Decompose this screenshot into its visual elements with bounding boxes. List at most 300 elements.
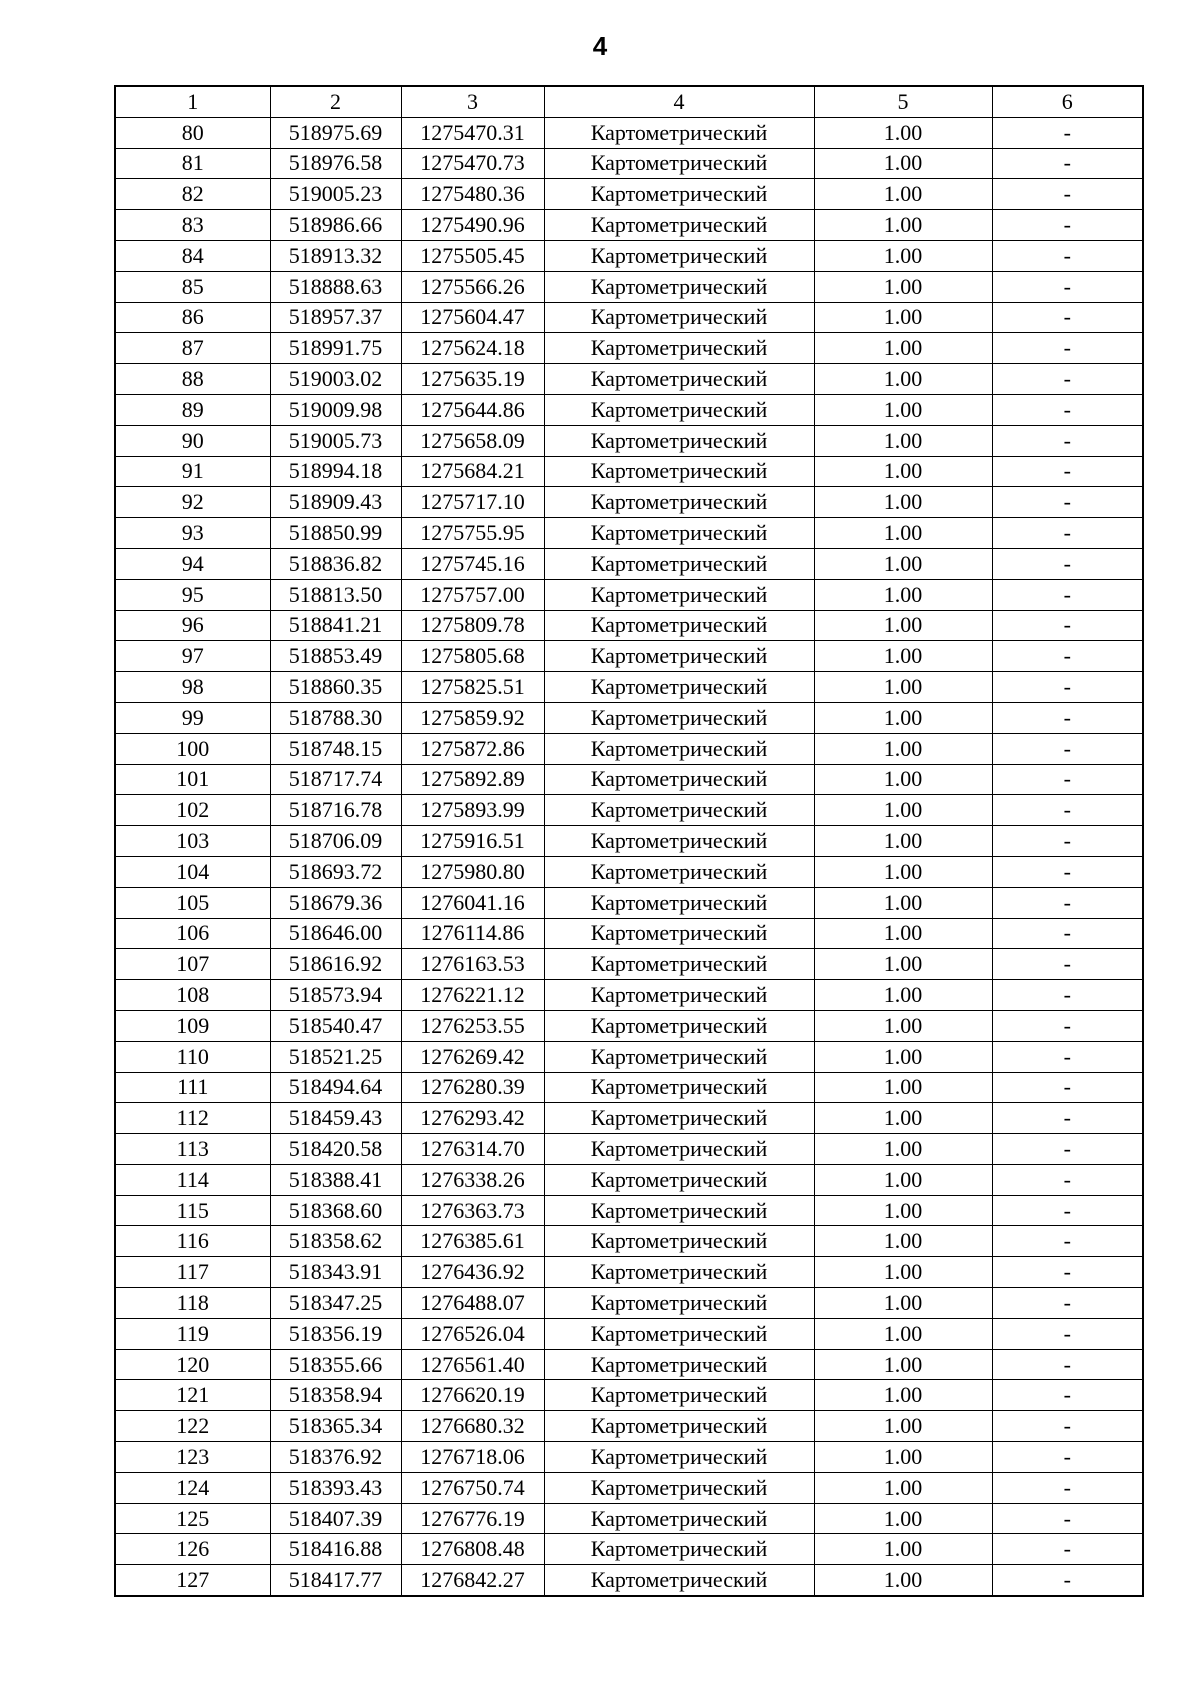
x-coordinate-cell: 518407.39: [270, 1503, 401, 1534]
y-coordinate-cell: 1276338.26: [401, 1164, 544, 1195]
table-row: [115, 1288, 1143, 1319]
point-number-cell: 96: [115, 610, 270, 641]
note-cell: -: [992, 826, 1143, 857]
table-row: [115, 548, 1143, 579]
y-coordinate-cell: 1276561.40: [401, 1349, 544, 1380]
table-row: [115, 1380, 1143, 1411]
table-row: [115, 764, 1143, 795]
x-coordinate-cell: 518417.77: [270, 1565, 401, 1596]
accuracy-cell: 1.00: [814, 764, 992, 795]
accuracy-cell: 1.00: [814, 364, 992, 395]
x-coordinate-cell: 518853.49: [270, 641, 401, 672]
note-cell: -: [992, 1380, 1143, 1411]
accuracy-cell: 1.00: [814, 1288, 992, 1319]
method-cell: Картометрический: [544, 856, 814, 887]
point-number-cell: 82: [115, 179, 270, 210]
y-coordinate-cell: 1275566.26: [401, 271, 544, 302]
table-row: [115, 487, 1143, 518]
accuracy-cell: 1.00: [814, 610, 992, 641]
y-coordinate-cell: 1276163.53: [401, 949, 544, 980]
note-cell: -: [992, 856, 1143, 887]
note-cell: -: [992, 1257, 1143, 1288]
y-coordinate-cell: 1275480.36: [401, 179, 544, 210]
accuracy-cell: 1.00: [814, 1164, 992, 1195]
y-coordinate-cell: 1276253.55: [401, 1010, 544, 1041]
note-cell: -: [992, 240, 1143, 271]
y-coordinate-cell: 1276293.42: [401, 1103, 544, 1134]
x-coordinate-cell: 518679.36: [270, 887, 401, 918]
point-number-cell: 115: [115, 1195, 270, 1226]
method-cell: Картометрический: [544, 733, 814, 764]
x-coordinate-cell: 518788.30: [270, 702, 401, 733]
point-number-cell: 118: [115, 1288, 270, 1319]
accuracy-cell: 1.00: [814, 641, 992, 672]
y-coordinate-cell: 1276620.19: [401, 1380, 544, 1411]
y-coordinate-cell: 1276718.06: [401, 1442, 544, 1473]
x-coordinate-cell: 518347.25: [270, 1288, 401, 1319]
accuracy-cell: 1.00: [814, 1565, 992, 1596]
table-row: [115, 148, 1143, 179]
point-number-cell: 124: [115, 1472, 270, 1503]
x-coordinate-cell: 519003.02: [270, 364, 401, 395]
note-cell: -: [992, 1195, 1143, 1226]
x-coordinate-cell: 519005.73: [270, 425, 401, 456]
method-cell: Картометрический: [544, 579, 814, 610]
table-row: [115, 1164, 1143, 1195]
note-cell: -: [992, 672, 1143, 703]
note-cell: -: [992, 1411, 1143, 1442]
table-row: [115, 1103, 1143, 1134]
point-number-cell: 104: [115, 856, 270, 887]
column-header: 6: [992, 86, 1143, 117]
x-coordinate-cell: 518888.63: [270, 271, 401, 302]
y-coordinate-cell: 1275893.99: [401, 795, 544, 826]
point-number-cell: 126: [115, 1534, 270, 1565]
note-cell: -: [992, 702, 1143, 733]
note-cell: -: [992, 579, 1143, 610]
point-number-cell: 121: [115, 1380, 270, 1411]
point-number-cell: 84: [115, 240, 270, 271]
table-body: [115, 117, 1143, 1596]
accuracy-cell: 1.00: [814, 1442, 992, 1473]
y-coordinate-cell: 1275644.86: [401, 394, 544, 425]
column-header: 4: [544, 86, 814, 117]
point-number-cell: 89: [115, 394, 270, 425]
y-coordinate-cell: 1276488.07: [401, 1288, 544, 1319]
note-cell: -: [992, 1503, 1143, 1534]
point-number-cell: 97: [115, 641, 270, 672]
x-coordinate-cell: 518573.94: [270, 980, 401, 1011]
method-cell: Картометрический: [544, 1503, 814, 1534]
table-row: [115, 1134, 1143, 1165]
table-row: [115, 1318, 1143, 1349]
note-cell: -: [992, 641, 1143, 672]
x-coordinate-cell: 518540.47: [270, 1010, 401, 1041]
point-number-cell: 88: [115, 364, 270, 395]
point-number-cell: 85: [115, 271, 270, 302]
method-cell: Картометрический: [544, 1318, 814, 1349]
table-row: [115, 1534, 1143, 1565]
method-cell: Картометрический: [544, 1411, 814, 1442]
header-row: [115, 86, 1143, 117]
point-number-cell: 110: [115, 1041, 270, 1072]
method-cell: Картометрический: [544, 1226, 814, 1257]
accuracy-cell: 1.00: [814, 518, 992, 549]
note-cell: -: [992, 1565, 1143, 1596]
method-cell: Картометрический: [544, 918, 814, 949]
column-header: 3: [401, 86, 544, 117]
x-coordinate-cell: 518986.66: [270, 210, 401, 241]
y-coordinate-cell: 1276436.92: [401, 1257, 544, 1288]
method-cell: Картометрический: [544, 518, 814, 549]
table-row: [115, 733, 1143, 764]
point-number-cell: 119: [115, 1318, 270, 1349]
method-cell: Картометрический: [544, 1472, 814, 1503]
note-cell: -: [992, 918, 1143, 949]
table-row: [115, 1442, 1143, 1473]
accuracy-cell: 1.00: [814, 949, 992, 980]
y-coordinate-cell: 1275757.00: [401, 579, 544, 610]
table-row: [115, 1072, 1143, 1103]
x-coordinate-cell: 518416.88: [270, 1534, 401, 1565]
y-coordinate-cell: 1276041.16: [401, 887, 544, 918]
x-coordinate-cell: 518976.58: [270, 148, 401, 179]
accuracy-cell: 1.00: [814, 1380, 992, 1411]
point-number-cell: 95: [115, 579, 270, 610]
note-cell: -: [992, 1041, 1143, 1072]
table-header: [115, 86, 1143, 117]
accuracy-cell: 1.00: [814, 1318, 992, 1349]
accuracy-cell: 1.00: [814, 856, 992, 887]
accuracy-cell: 1.00: [814, 1072, 992, 1103]
x-coordinate-cell: 518368.60: [270, 1195, 401, 1226]
point-number-cell: 109: [115, 1010, 270, 1041]
y-coordinate-cell: 1275635.19: [401, 364, 544, 395]
x-coordinate-cell: 518836.82: [270, 548, 401, 579]
x-coordinate-cell: 518616.92: [270, 949, 401, 980]
table-row: [115, 302, 1143, 333]
x-coordinate-cell: 518355.66: [270, 1349, 401, 1380]
y-coordinate-cell: 1276776.19: [401, 1503, 544, 1534]
accuracy-cell: 1.00: [814, 1010, 992, 1041]
x-coordinate-cell: 518716.78: [270, 795, 401, 826]
note-cell: -: [992, 548, 1143, 579]
x-coordinate-cell: 518393.43: [270, 1472, 401, 1503]
accuracy-cell: 1.00: [814, 795, 992, 826]
note-cell: -: [992, 1103, 1143, 1134]
method-cell: Картометрический: [544, 1257, 814, 1288]
y-coordinate-cell: 1276526.04: [401, 1318, 544, 1349]
note-cell: -: [992, 1442, 1143, 1473]
table-row: [115, 1472, 1143, 1503]
x-coordinate-cell: 518693.72: [270, 856, 401, 887]
note-cell: -: [992, 1226, 1143, 1257]
table-row: [115, 672, 1143, 703]
note-cell: -: [992, 148, 1143, 179]
y-coordinate-cell: 1275470.31: [401, 117, 544, 148]
y-coordinate-cell: 1275684.21: [401, 456, 544, 487]
x-coordinate-cell: 518420.58: [270, 1134, 401, 1165]
table-row: [115, 456, 1143, 487]
y-coordinate-cell: 1275624.18: [401, 333, 544, 364]
column-header: 2: [270, 86, 401, 117]
method-cell: Картометрический: [544, 826, 814, 857]
table-row: [115, 1565, 1143, 1596]
accuracy-cell: 1.00: [814, 672, 992, 703]
y-coordinate-cell: 1275658.09: [401, 425, 544, 456]
accuracy-cell: 1.00: [814, 487, 992, 518]
point-number-cell: 116: [115, 1226, 270, 1257]
x-coordinate-cell: 519005.23: [270, 179, 401, 210]
accuracy-cell: 1.00: [814, 456, 992, 487]
table-row: [115, 179, 1143, 210]
note-cell: -: [992, 364, 1143, 395]
x-coordinate-cell: 518957.37: [270, 302, 401, 333]
point-number-cell: 90: [115, 425, 270, 456]
x-coordinate-cell: 518748.15: [270, 733, 401, 764]
y-coordinate-cell: 1276680.32: [401, 1411, 544, 1442]
y-coordinate-cell: 1275892.89: [401, 764, 544, 795]
x-coordinate-cell: 518494.64: [270, 1072, 401, 1103]
method-cell: Картометрический: [544, 702, 814, 733]
method-cell: Картометрический: [544, 980, 814, 1011]
page-number: 4: [592, 31, 608, 61]
table-row: [115, 610, 1143, 641]
point-number-cell: 92: [115, 487, 270, 518]
method-cell: Картометрический: [544, 456, 814, 487]
accuracy-cell: 1.00: [814, 210, 992, 241]
accuracy-cell: 1.00: [814, 1349, 992, 1380]
method-cell: Картометрический: [544, 1010, 814, 1041]
method-cell: Картометрический: [544, 548, 814, 579]
table-row: [115, 1257, 1143, 1288]
y-coordinate-cell: 1275604.47: [401, 302, 544, 333]
coordinates-table: [114, 85, 1144, 1597]
note-cell: -: [992, 394, 1143, 425]
accuracy-cell: 1.00: [814, 1103, 992, 1134]
point-number-cell: 111: [115, 1072, 270, 1103]
method-cell: Картометрический: [544, 179, 814, 210]
accuracy-cell: 1.00: [814, 980, 992, 1011]
method-cell: Картометрический: [544, 302, 814, 333]
note-cell: -: [992, 456, 1143, 487]
table-row: [115, 240, 1143, 271]
table-row: [115, 856, 1143, 887]
accuracy-cell: 1.00: [814, 425, 992, 456]
table-row: [115, 1349, 1143, 1380]
y-coordinate-cell: 1275717.10: [401, 487, 544, 518]
point-number-cell: 99: [115, 702, 270, 733]
note-cell: -: [992, 733, 1143, 764]
table-row: [115, 702, 1143, 733]
point-number-cell: 120: [115, 1349, 270, 1380]
table-row: [115, 949, 1143, 980]
note-cell: -: [992, 333, 1143, 364]
point-number-cell: 114: [115, 1164, 270, 1195]
method-cell: Картометрический: [544, 641, 814, 672]
point-number-cell: 100: [115, 733, 270, 764]
table-row: [115, 394, 1143, 425]
accuracy-cell: 1.00: [814, 1503, 992, 1534]
method-cell: Картометрический: [544, 394, 814, 425]
table-row: [115, 1411, 1143, 1442]
accuracy-cell: 1.00: [814, 240, 992, 271]
point-number-cell: 122: [115, 1411, 270, 1442]
point-number-cell: 101: [115, 764, 270, 795]
y-coordinate-cell: 1275825.51: [401, 672, 544, 703]
x-coordinate-cell: 518975.69: [270, 117, 401, 148]
table-row: [115, 518, 1143, 549]
y-coordinate-cell: 1276750.74: [401, 1472, 544, 1503]
method-cell: Картометрический: [544, 210, 814, 241]
accuracy-cell: 1.00: [814, 117, 992, 148]
y-coordinate-cell: 1276363.73: [401, 1195, 544, 1226]
x-coordinate-cell: 518356.19: [270, 1318, 401, 1349]
accuracy-cell: 1.00: [814, 702, 992, 733]
note-cell: -: [992, 425, 1143, 456]
accuracy-cell: 1.00: [814, 394, 992, 425]
method-cell: Картометрический: [544, 1103, 814, 1134]
point-number-cell: 127: [115, 1565, 270, 1596]
point-number-cell: 83: [115, 210, 270, 241]
y-coordinate-cell: 1276385.61: [401, 1226, 544, 1257]
accuracy-cell: 1.00: [814, 302, 992, 333]
point-number-cell: 93: [115, 518, 270, 549]
accuracy-cell: 1.00: [814, 733, 992, 764]
point-number-cell: 91: [115, 456, 270, 487]
x-coordinate-cell: 518646.00: [270, 918, 401, 949]
table-row: [115, 641, 1143, 672]
accuracy-cell: 1.00: [814, 1472, 992, 1503]
y-coordinate-cell: 1275980.80: [401, 856, 544, 887]
y-coordinate-cell: 1275745.16: [401, 548, 544, 579]
x-coordinate-cell: 518813.50: [270, 579, 401, 610]
note-cell: -: [992, 1318, 1143, 1349]
y-coordinate-cell: 1275805.68: [401, 641, 544, 672]
note-cell: -: [992, 610, 1143, 641]
note-cell: -: [992, 1072, 1143, 1103]
x-coordinate-cell: 518343.91: [270, 1257, 401, 1288]
method-cell: Картометрический: [544, 795, 814, 826]
note-cell: -: [992, 1010, 1143, 1041]
point-number-cell: 80: [115, 117, 270, 148]
y-coordinate-cell: 1275872.86: [401, 733, 544, 764]
method-cell: Картометрический: [544, 1565, 814, 1596]
note-cell: -: [992, 980, 1143, 1011]
method-cell: Картометрический: [544, 240, 814, 271]
x-coordinate-cell: 518841.21: [270, 610, 401, 641]
point-number-cell: 102: [115, 795, 270, 826]
x-coordinate-cell: 518706.09: [270, 826, 401, 857]
x-coordinate-cell: 518717.74: [270, 764, 401, 795]
y-coordinate-cell: 1275916.51: [401, 826, 544, 857]
note-cell: -: [992, 764, 1143, 795]
method-cell: Картометрический: [544, 610, 814, 641]
x-coordinate-cell: 518388.41: [270, 1164, 401, 1195]
point-number-cell: 125: [115, 1503, 270, 1534]
x-coordinate-cell: 518459.43: [270, 1103, 401, 1134]
method-cell: Картометрический: [544, 949, 814, 980]
table-row: [115, 271, 1143, 302]
point-number-cell: 103: [115, 826, 270, 857]
accuracy-cell: 1.00: [814, 1134, 992, 1165]
method-cell: Картометрический: [544, 1195, 814, 1226]
method-cell: Картометрический: [544, 887, 814, 918]
accuracy-cell: 1.00: [814, 271, 992, 302]
x-coordinate-cell: 518991.75: [270, 333, 401, 364]
method-cell: Картометрический: [544, 1349, 814, 1380]
accuracy-cell: 1.00: [814, 826, 992, 857]
accuracy-cell: 1.00: [814, 1195, 992, 1226]
y-coordinate-cell: 1276314.70: [401, 1134, 544, 1165]
x-coordinate-cell: 518994.18: [270, 456, 401, 487]
point-number-cell: 117: [115, 1257, 270, 1288]
y-coordinate-cell: 1276842.27: [401, 1565, 544, 1596]
note-cell: -: [992, 1134, 1143, 1165]
accuracy-cell: 1.00: [814, 1257, 992, 1288]
table-row: [115, 210, 1143, 241]
point-number-cell: 94: [115, 548, 270, 579]
x-coordinate-cell: 518521.25: [270, 1041, 401, 1072]
y-coordinate-cell: 1275809.78: [401, 610, 544, 641]
table-row: [115, 1010, 1143, 1041]
accuracy-cell: 1.00: [814, 1041, 992, 1072]
y-coordinate-cell: 1276280.39: [401, 1072, 544, 1103]
x-coordinate-cell: 518365.34: [270, 1411, 401, 1442]
accuracy-cell: 1.00: [814, 1411, 992, 1442]
note-cell: -: [992, 210, 1143, 241]
accuracy-cell: 1.00: [814, 179, 992, 210]
method-cell: Картометрический: [544, 1041, 814, 1072]
point-number-cell: 112: [115, 1103, 270, 1134]
method-cell: Картометрический: [544, 764, 814, 795]
point-number-cell: 87: [115, 333, 270, 364]
table-row: [115, 579, 1143, 610]
table-row: [115, 1041, 1143, 1072]
x-coordinate-cell: 518913.32: [270, 240, 401, 271]
table-row: [115, 117, 1143, 148]
method-cell: Картометрический: [544, 1534, 814, 1565]
column-header: 1: [115, 86, 270, 117]
accuracy-cell: 1.00: [814, 1226, 992, 1257]
note-cell: -: [992, 179, 1143, 210]
method-cell: Картометрический: [544, 1288, 814, 1319]
y-coordinate-cell: 1275755.95: [401, 518, 544, 549]
note-cell: -: [992, 795, 1143, 826]
table-row: [115, 1195, 1143, 1226]
x-coordinate-cell: 518909.43: [270, 487, 401, 518]
method-cell: Картометрический: [544, 117, 814, 148]
x-coordinate-cell: 518376.92: [270, 1442, 401, 1473]
accuracy-cell: 1.00: [814, 887, 992, 918]
y-coordinate-cell: 1276269.42: [401, 1041, 544, 1072]
accuracy-cell: 1.00: [814, 333, 992, 364]
x-coordinate-cell: 519009.98: [270, 394, 401, 425]
method-cell: Картометрический: [544, 672, 814, 703]
note-cell: -: [992, 1288, 1143, 1319]
y-coordinate-cell: 1276221.12: [401, 980, 544, 1011]
point-number-cell: 98: [115, 672, 270, 703]
point-number-cell: 108: [115, 980, 270, 1011]
note-cell: -: [992, 302, 1143, 333]
y-coordinate-cell: 1276808.48: [401, 1534, 544, 1565]
accuracy-cell: 1.00: [814, 548, 992, 579]
table-row: [115, 333, 1143, 364]
accuracy-cell: 1.00: [814, 918, 992, 949]
note-cell: -: [992, 271, 1143, 302]
point-number-cell: 81: [115, 148, 270, 179]
table-row: [115, 887, 1143, 918]
